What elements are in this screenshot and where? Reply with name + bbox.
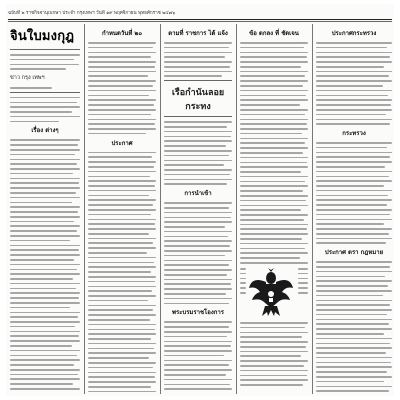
headline-col5-lower: ประกาศ ตรา กฎหมาย bbox=[324, 249, 384, 257]
headline-col5-top: ประกาศกระทรวง bbox=[331, 30, 377, 37]
masthead-title: จินใบมงกุฎ bbox=[10, 29, 75, 44]
headline-col3-lower: พระบรมราชโองการ bbox=[171, 309, 225, 317]
headline-col5-mid: กระทรวง bbox=[342, 130, 366, 138]
top-rule bbox=[8, 19, 392, 20]
column-4-side bbox=[240, 268, 246, 318]
column-4 bbox=[240, 25, 308, 265]
headline-col3-top: ตามที่ ราชการ ได้ แจ้ง bbox=[168, 30, 228, 37]
headline-col2-mid: ประกาศ bbox=[111, 139, 133, 147]
column-3 bbox=[164, 25, 232, 393]
headline-col1-mid: เรื่อง ต่างๆ bbox=[31, 127, 59, 135]
column-divider bbox=[84, 24, 85, 394]
headline-col3-mid: การนำเข้า bbox=[184, 190, 212, 198]
column-divider bbox=[236, 24, 237, 394]
masthead-divider bbox=[10, 49, 80, 50]
column-divider bbox=[160, 24, 161, 394]
dateline: ฉบับที่ ๒ ราชกิจจานุเบกษา ประจำ กรุงเทพฯ วันที่ ๑๙ พฤศจิกายน พุทธศักราช ๒๔๗๖ bbox=[8, 11, 176, 16]
column-4-side-right bbox=[298, 268, 308, 318]
top-rule-thin bbox=[8, 21, 392, 22]
headline-col4-top: ข้อ ตกลง ที่ ชัดเจน bbox=[249, 30, 299, 37]
column-2 bbox=[88, 25, 156, 393]
headline-col3-box: เรือกำนันลอยกระทง bbox=[171, 88, 225, 113]
headline-col2-top: กำหนดวันที่ ๒๐ bbox=[101, 30, 143, 37]
column-5 bbox=[316, 25, 392, 393]
masthead-subtitle: ข่าว กรุง เทพฯ bbox=[10, 74, 45, 81]
column-4-lower bbox=[240, 322, 308, 392]
column-divider bbox=[312, 24, 313, 394]
column-1 bbox=[10, 25, 80, 393]
garuda-emblem-icon bbox=[248, 268, 294, 318]
